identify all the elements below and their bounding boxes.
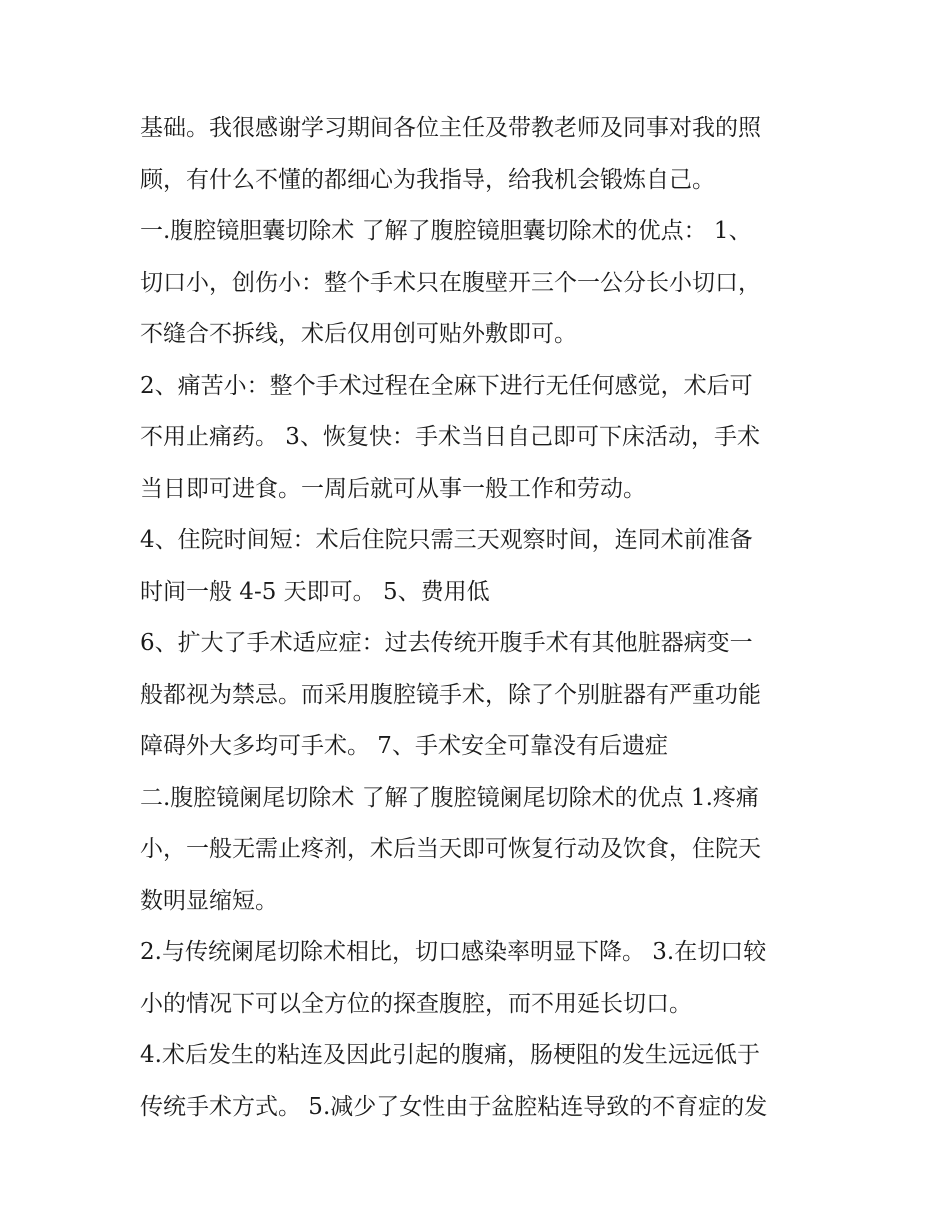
text-line: 数明显缩短。 — [140, 887, 278, 914]
section-heading-line: 一.腹腔镜胆囊切除术 了解了腹腔镜胆囊切除术的优点： 1、 — [140, 218, 752, 244]
text-line: 4.术后发生的粘连及因此引起的腹痛，肠梗阻的发生远远低于 — [140, 1042, 760, 1068]
text-line: 基础。我很感谢学习期间各位主任及带教老师及同事对我的照 — [140, 115, 761, 141]
text-line: 小的情况下可以全方位的探查腹腔，而不用延长切口。 — [140, 990, 692, 1017]
text-line: 不缝合不拆线，术后仅用创可贴外敷即可。 — [140, 321, 577, 347]
text-line: 6、扩大了手术适应症：过去传统开腹手术有其他脏器病变一 — [140, 630, 753, 656]
body-text — [140, 103, 830, 1133]
text-line: 不用止痛药。 3、恢复快：手术当日自己即可下床活动，手术 — [140, 424, 760, 450]
text-line: 顾，有什么不懂的都细心为我指导，给我机会锻炼自己。 — [140, 166, 715, 193]
text-line: 2.与传统阑尾切除术相比，切口感染率明显下降。 3.在切口较 — [140, 939, 767, 965]
text-line: 当日即可进食。一周后就可从事一般工作和劳动。 — [140, 475, 646, 502]
text-line: 般都视为禁忌。而采用腹腔镜手术，除了个别脏器有严重功能 — [140, 681, 761, 708]
section-heading-line: 二.腹腔镜阑尾切除术 了解了腹腔镜阑尾切除术的优点 1.疼痛 — [140, 784, 759, 811]
text-line: 传统手术方式。 5.减少了女性由于盆腔粘连导致的不育症的发 — [140, 1093, 768, 1120]
text-line: 4、住院时间短：术后住院只需三天观察时间，连同术前准备 — [140, 527, 753, 553]
text-line: 切口小，创伤小：整个手术只在腹壁开三个一公分长小切口， — [140, 269, 761, 296]
text-line: 障碍外大多均可手术。 7、手术安全可靠没有后遗症 — [140, 733, 668, 759]
text-line: 2、痛苦小：整个手术过程在全麻下进行无任何感觉，术后可 — [140, 372, 753, 399]
text-line: 时间一般 4-5 天即可。 5、费用低 — [140, 578, 490, 605]
text-line: 小，一般无需止疼剂，术后当天即可恢复行动及饮食，住院天 — [140, 836, 761, 862]
